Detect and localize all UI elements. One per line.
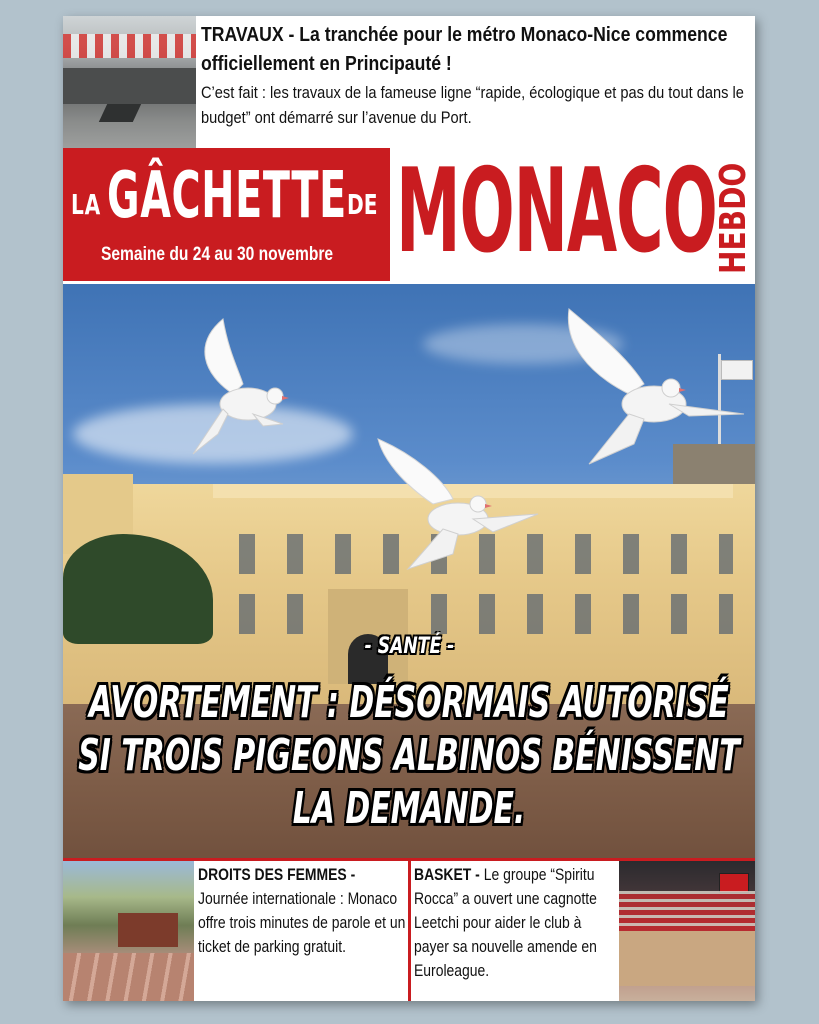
main-headline-text: AVORTEMENT : DÉSORMAIS AUTORISÉ SI TROIS PIGEONS ALBINOS BÉNISSENT LA DEMANDE.	[78, 677, 740, 834]
manhole	[99, 104, 141, 122]
building	[118, 913, 178, 947]
pigeon-icon	[373, 434, 543, 574]
story-kicker-text: - SANTÉ -	[364, 634, 454, 659]
scoreboard	[719, 873, 749, 893]
arena-seats	[619, 891, 755, 931]
top-teaser-body: C’est fait : les travaux de la fameuse ligne “rapide, écologique et pas du tout dans le budget” ont démarré sur l’avenue du Port.	[201, 83, 744, 127]
trench	[63, 68, 196, 104]
basketball-text: Le groupe “Spiritu Rocca” a ouvert une cagnotte Leetchi pour aider le club à payer sa nouvelle amende en Euroleague.	[414, 865, 597, 980]
hero-photo	[63, 284, 755, 872]
pavement	[63, 953, 194, 1001]
top-teaser-title: TRAVAUX - La tranchée pour le métro Monaco-Nice commence officiellement en Principauté !	[201, 23, 728, 75]
top-teaser	[63, 16, 755, 148]
womens-rights-text: Journée internationale : Monaco offre trois minutes de parole et un ticket de parking gratuit.	[198, 889, 406, 956]
basketball-arena-photo	[619, 861, 755, 1001]
construction-photo	[63, 16, 196, 148]
issue-week: Semaine du 24 au 30 novembre	[101, 244, 334, 265]
basketball-court	[619, 931, 755, 986]
masthead-monaco: MONACO	[396, 144, 717, 279]
monaco-square-photo	[63, 861, 194, 1001]
basketball-teaser	[414, 863, 614, 983]
barrier-stripes	[63, 34, 196, 58]
masthead-hebdo: HEBDO	[713, 162, 754, 274]
masthead-la: LA	[71, 188, 101, 221]
basketball-label: BASKET -	[414, 865, 480, 884]
bottom-teasers	[63, 858, 755, 1001]
story-kicker	[63, 634, 755, 659]
masthead	[63, 144, 755, 281]
womens-rights-teaser	[198, 863, 408, 959]
pigeon-icon	[559, 304, 749, 474]
top-teaser-text	[201, 20, 751, 130]
column-divider	[408, 861, 411, 1001]
womens-rights-label: DROITS DES FEMMES -	[198, 865, 356, 884]
masthead-gachette: GÂCHETTE	[107, 159, 347, 233]
magazine-cover	[63, 16, 755, 1001]
masthead-de: DE	[347, 188, 378, 221]
palace-windows	[223, 594, 733, 634]
main-headline	[63, 676, 755, 835]
pigeon-icon	[183, 314, 293, 464]
